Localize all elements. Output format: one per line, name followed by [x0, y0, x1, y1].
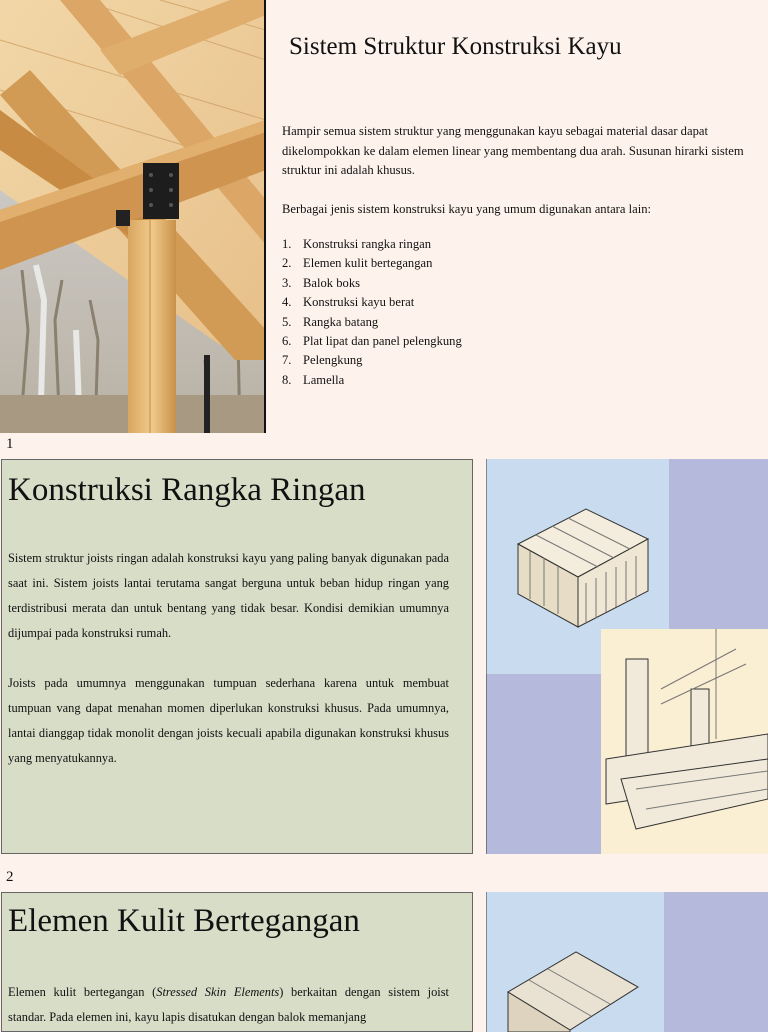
stressed-skin-illustration — [486, 892, 768, 1032]
list-item-number: 4. — [282, 295, 292, 310]
section-paragraph: Joists pada umumnya menggunakan tumpuan sederhana karena untuk membuat tumpuan vang dapat menahan momen diperlukan konstruksi khusus. Pada umumnya, lantai dianggap tidak monolit dengan joists kecuali apabila digunakan konstruksi khusus yang menyatukannya. — [8, 676, 449, 765]
list-item — [282, 332, 462, 351]
section-2-text-box — [1, 892, 473, 1032]
page-title: Sistem Struktur Konstruksi Kayu — [289, 33, 622, 60]
list-item — [282, 274, 462, 293]
text-run: Elemen kulit bertegangan ( — [8, 985, 157, 999]
list-item-label: Pelengkung — [303, 353, 363, 368]
list-item — [282, 235, 462, 254]
italic-term: Stressed Skin Elements — [156, 985, 280, 999]
section-paragraph: Sistem struktur joists ringan adalah konstruksi kayu yang paling banyak digunakan pada saat ini. Sistem joists lantai terutama sangat berguna untuk beban hidup ringan yang terdistribusi merata dan untuk bentang yang tidak besar. Kondisi demikian umumnya dijumpai pada konstruksi rumah. — [8, 551, 449, 640]
section-paragraph — [8, 980, 449, 1030]
intro-paragraph: Hampir semua sistem struktur yang menggunakan kayu sebagai material dasar dapat dikelompokkan ke dalam elemen linear yang membentang dua arah. Susunan hirarki sistem struktur ini adalah khusus. — [282, 124, 744, 177]
text-run: ) berkaitan dengan sistem joist standar. Pada elemen ini, kayu lapis disatukan dengan balok memanjang — [8, 985, 449, 1024]
section-number: 1 — [6, 436, 14, 452]
section-title: Elemen Kulit Bertegangan — [8, 903, 360, 939]
list-item — [282, 313, 462, 332]
section-1-text-box — [1, 459, 473, 854]
list-item — [282, 293, 462, 312]
list-item-label: Rangka batang — [303, 314, 379, 329]
list-item-number: 1. — [282, 237, 292, 251]
construction-types-list — [282, 235, 462, 390]
list-item-label: Lamella — [303, 372, 345, 387]
section-title: Konstruksi Rangka Ringan — [8, 472, 366, 508]
list-item-number: 3. — [282, 275, 292, 290]
list-item-label: Plat lipat dan panel pelengkung — [303, 334, 462, 349]
list-item-number: 2. — [282, 256, 292, 271]
list-item — [282, 351, 462, 370]
list-item-label: Konstruksi rangka ringan — [303, 237, 432, 251]
light-frame-illustration — [486, 459, 768, 854]
list-item-number: 7. — [282, 353, 292, 368]
list-item-number: 5. — [282, 314, 292, 329]
list-item-label: Konstruksi kayu berat — [303, 295, 415, 310]
section-number: 2 — [6, 869, 14, 885]
list-item-label: Elemen kulit bertegangan — [303, 256, 433, 271]
list-item — [282, 371, 462, 390]
list-item-label: Balok boks — [303, 275, 361, 290]
list-intro-paragraph: Berbagai jenis sistem konstruksi kayu yang umum digunakan antara lain: — [282, 202, 651, 216]
list-item-number: 6. — [282, 334, 292, 349]
timber-structure-photo — [0, 0, 266, 433]
list-item — [282, 254, 462, 273]
list-item-number: 8. — [282, 372, 292, 387]
